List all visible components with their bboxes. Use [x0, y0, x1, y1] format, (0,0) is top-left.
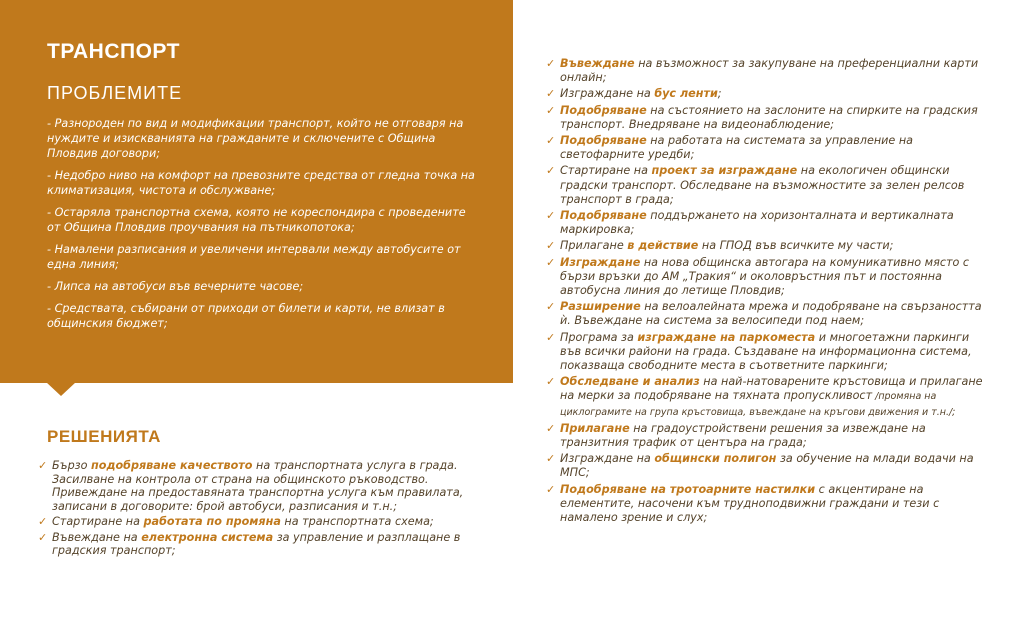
solution-text: Стартиране на [560, 164, 652, 178]
problems-heading: ПРОБЛЕМИТЕ [47, 83, 183, 103]
checkmark-icon: ✓ [38, 515, 48, 528]
solution-keyword: в действие [627, 239, 699, 253]
checkmark-icon: ✓ [546, 452, 556, 466]
problem-item: - Липса на автобуси във вечерните часове; [47, 280, 304, 293]
solution-item [546, 300, 992, 328]
solution-item [546, 375, 992, 420]
solution-keyword: Прилагане [560, 421, 630, 435]
solution-item [546, 209, 992, 237]
problems-list [47, 116, 477, 338]
page-title: ТРАНСПОРТ [47, 40, 180, 63]
checkmark-icon: ✓ [546, 239, 556, 253]
solution-text: на състоянието на заслоните на спирките на градския транспорт. Внедряване на видеонаблюдение; [560, 103, 978, 131]
solution-item [546, 87, 992, 101]
checkmark-icon: ✓ [546, 57, 556, 70]
checkmark-icon: ✓ [546, 209, 556, 223]
solution-item [38, 531, 478, 558]
problem-item: - Разнороден по вид и модификации транспорт, който не отговаря на нуждите и изискванията на гражданите и сключените с Община Пловдив договори; [47, 117, 464, 160]
solution-text: Бързо [52, 459, 92, 472]
solution-keyword: Подобряване [560, 209, 647, 223]
checkmark-icon: ✓ [546, 164, 556, 178]
solution-keyword: изграждане на паркоместа [637, 330, 816, 344]
solution-text: Въвеждане на [52, 530, 142, 544]
solution-text: на екологичен общински градски транспорт. Обследване на възможностите за зелен релсов транспорт в града; [560, 164, 965, 206]
solution-item [546, 452, 992, 480]
solution-item [38, 459, 478, 513]
solutions-list-left [38, 459, 478, 560]
solution-text: на транспортната услуга в града. Засилване на контрола от страна на общинското ръководство. Привеждане на предоставяната транспортна услуга към правилата, записани в договорите: брой автобуси, разписания и т.н.; [52, 459, 464, 513]
solution-item [546, 256, 992, 299]
checkmark-icon: ✓ [546, 87, 556, 101]
problem-item: - Намалени разписания и увеличени интервали между автобусите от една линия; [47, 243, 461, 271]
solution-text: на градоустройствени решения за извеждане на транзитния трафик от центъра на града; [560, 421, 926, 450]
checkmark-icon: ✓ [546, 103, 556, 117]
solution-keyword: Подобряване на тротоарните настилки [560, 482, 816, 496]
checkmark-icon: ✓ [546, 421, 556, 435]
checkmark-icon: ✓ [546, 375, 556, 389]
solution-keyword: Изграждане [560, 255, 641, 269]
solution-keyword: проект за изграждане [651, 164, 798, 178]
solution-item [546, 164, 992, 207]
checkmark-icon: ✓ [546, 300, 556, 314]
solution-keyword: Разширение [560, 300, 641, 314]
solution-item [546, 422, 992, 450]
solution-text: с акцентиране на елементите, насочени към трудноподвижни граждани и тези с намалено зрение и слух; [560, 482, 940, 525]
checkmark-icon: ✓ [38, 459, 48, 472]
checkmark-icon: ✓ [546, 134, 556, 148]
solution-keyword: електронна система [141, 530, 274, 544]
solution-text: на работата на системата за управление на светофарните уредби; [560, 134, 914, 162]
problem-item: - Средствата, събирани от приходи от билети и карти, не влизат в общинския бюджет; [47, 302, 445, 330]
checkmark-icon: ✓ [38, 530, 48, 544]
solution-text: на транспортната схема; [280, 515, 434, 528]
solution-item [546, 483, 992, 526]
solutions-heading: РЕШЕНИЯТА [47, 427, 161, 446]
solution-keyword: Подобряване [560, 103, 647, 117]
solutions-list-right [546, 57, 992, 527]
solution-text: Изграждане на [560, 452, 655, 466]
solution-text: за обучение на млади водачи на МПС; [560, 452, 974, 480]
solution-item [546, 104, 992, 132]
solution-text: на ГПОД във всичките му части; [698, 239, 894, 253]
solution-text: на велоалейната мрежа и подобряване на свързаността ѝ. Въвеждане на система за велосипеди под наем; [560, 300, 982, 328]
checkmark-icon: ✓ [546, 330, 556, 344]
solution-text: на най-натоварените кръстовища и прилагане на мерки за подобряване на тяхната пропускливост [560, 375, 983, 403]
solution-text: и многоетажни паркинги във всички райони на града. Създаване на информационна система, показваща свободните места в съответните паркинги; [560, 330, 972, 373]
solution-keyword: Въвеждане [560, 57, 635, 70]
solution-keyword: общински полигон [654, 452, 777, 466]
solution-keyword: Подобряване [560, 134, 647, 148]
solution-item [546, 239, 992, 253]
panel-pointer [46, 382, 76, 396]
problem-item: - Недобро ниво на комфорт на превозните средства от гледна точка на климатизация, чистота и обслужване; [47, 169, 475, 197]
solution-text: поддържането на хоризонталната и вертикалната маркировка; [560, 209, 954, 237]
solution-text: на нова общинска автогара на комуникативно място с бързи връзки до АМ „Тракия“ и околовръстния път и постоянна автобусна линия до летище Пловдив; [560, 255, 970, 298]
solution-item [546, 331, 992, 374]
solution-text: Програма за [560, 330, 638, 344]
solution-keyword: бус ленти [654, 87, 718, 101]
solution-keyword: работата по промяна [143, 515, 281, 528]
solution-text: Изграждане на [560, 87, 655, 101]
solution-keyword: Обследване и анализ [560, 375, 700, 389]
solution-item [546, 134, 992, 162]
solution-text: за управление и разплащане в градския транспорт; [52, 530, 461, 557]
checkmark-icon: ✓ [546, 255, 556, 269]
problem-item: - Остаряла транспортна схема, която не кореспондира с проведените от Община Пловдив проучвания на пътникопотока; [47, 206, 466, 234]
checkmark-icon: ✓ [546, 482, 556, 496]
solution-note: /промяна на циклограмите на група кръстовища, въвеждане на кръгови движения и т.н./; [560, 391, 956, 418]
solution-text: Прилагане [560, 239, 628, 253]
solution-text: Стартиране на [52, 515, 144, 528]
solution-text: ; [717, 87, 722, 101]
solution-text: на възможност за закупуване на преференциални карти онлайн; [560, 57, 979, 85]
solution-keyword: подобряване качеството [91, 459, 253, 472]
solution-item [38, 515, 478, 529]
solution-item [546, 57, 992, 85]
